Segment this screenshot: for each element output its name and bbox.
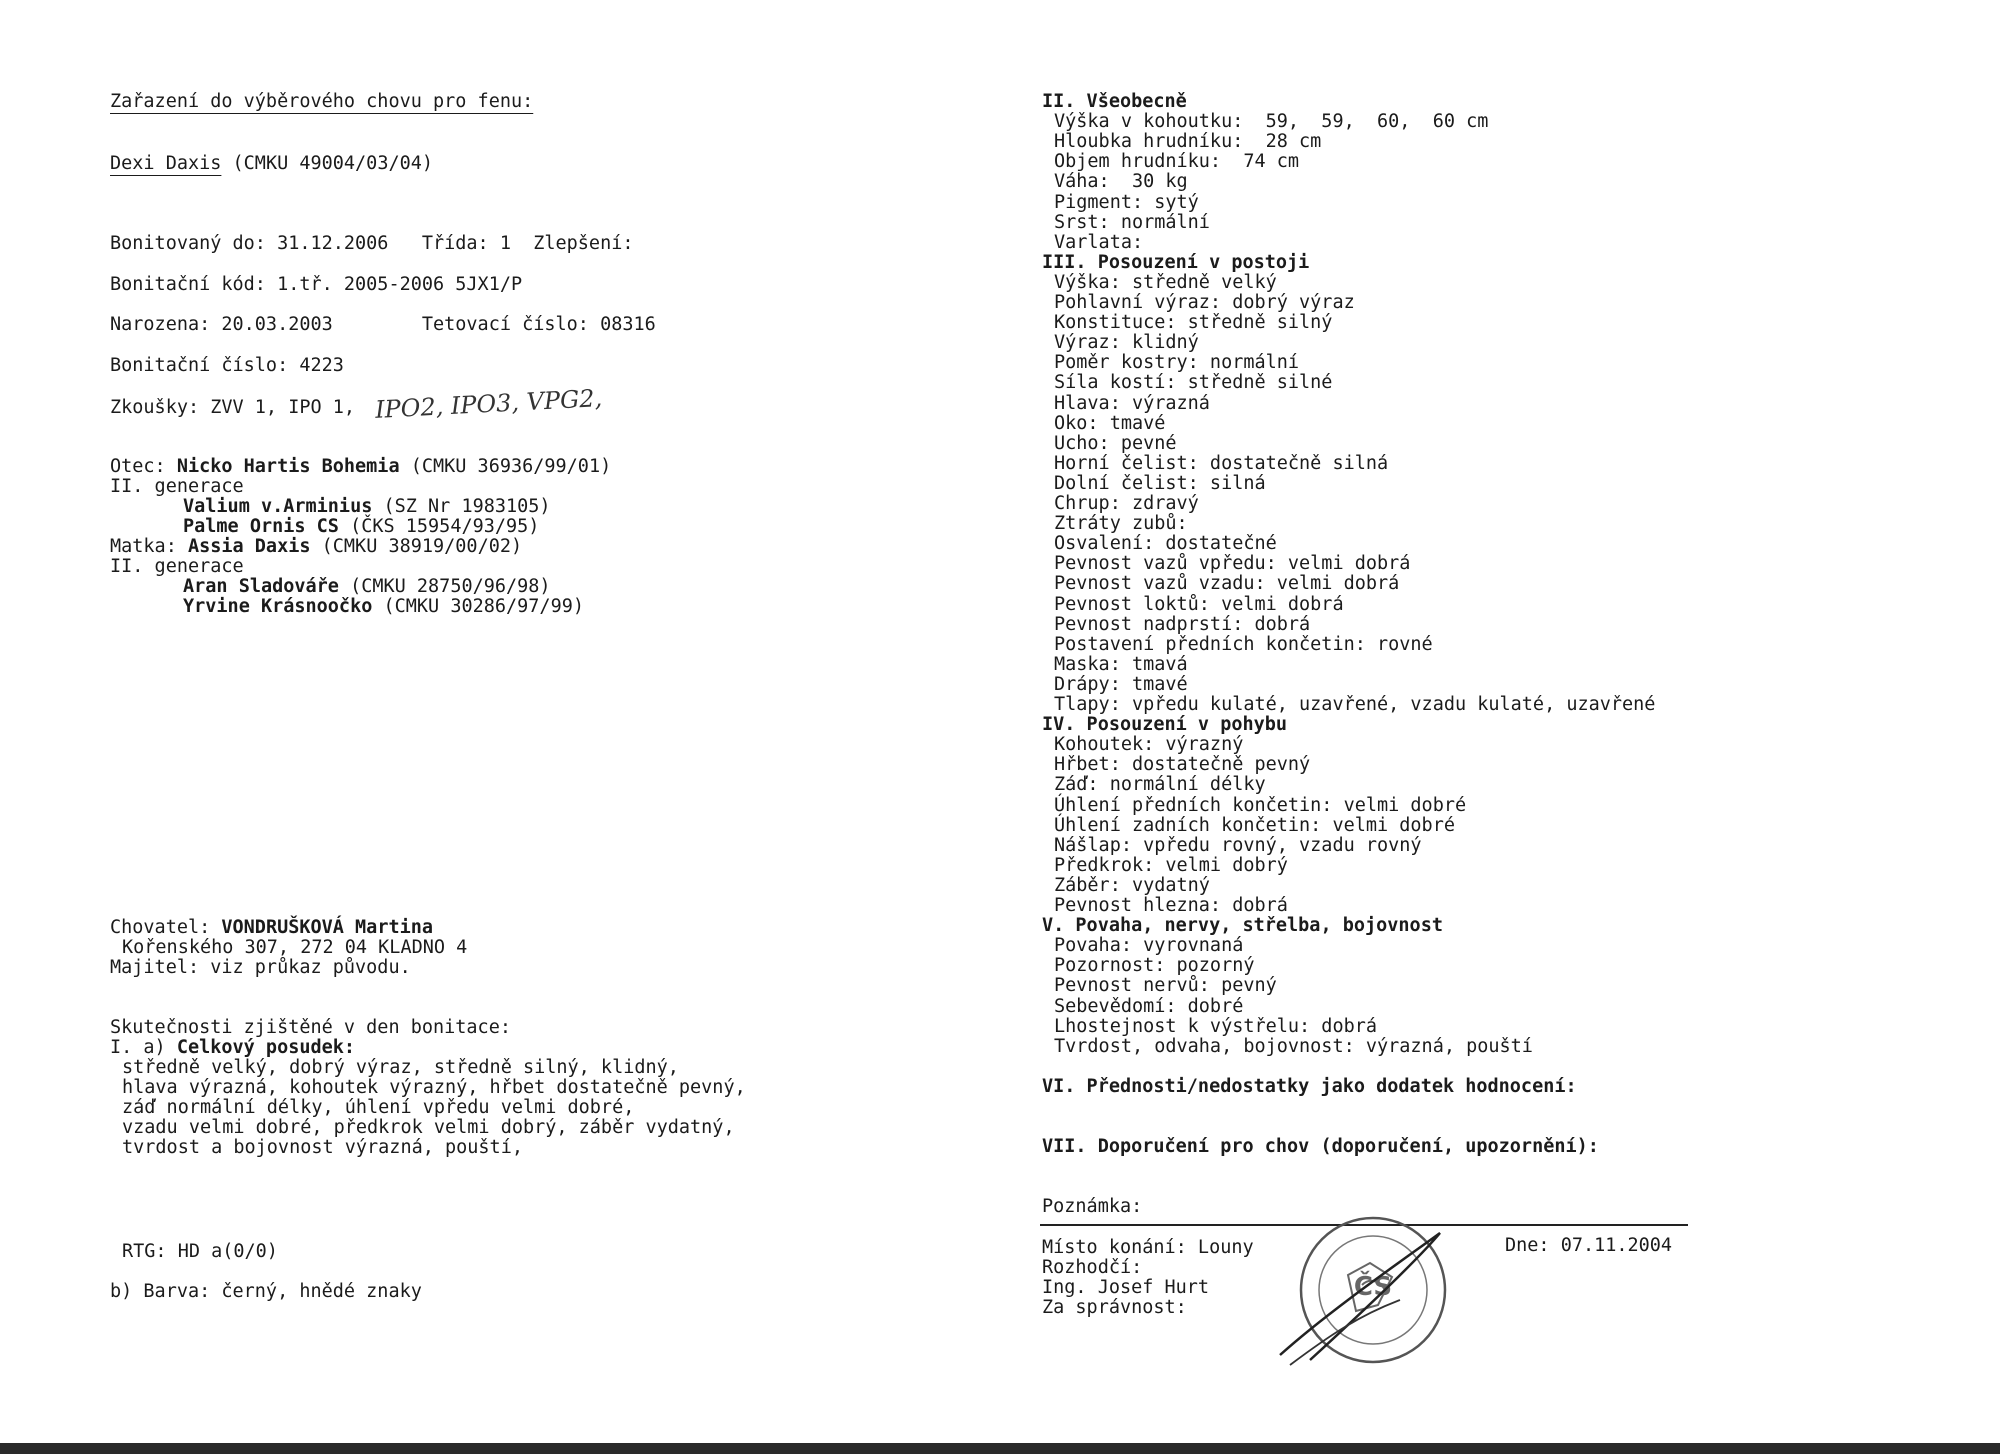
- section-heading: V. Povaha, nervy, střelba, bojovnost: [1042, 915, 1443, 936]
- granddam-1: Palme Ornis CS (ČKS 15954/93/95): [183, 516, 540, 537]
- posudek-line-5: tvrdost a bojovnost výrazná, pouští,: [122, 1137, 523, 1158]
- celkovy-posudek-heading: I. a) Celkový posudek:: [110, 1037, 356, 1058]
- evaluation-line: Úhlení předních končetin: velmi dobré: [1054, 795, 1467, 816]
- chovatel-address: Kořenského 307, 272 04 KLADNO 4: [122, 937, 468, 958]
- evaluation-line: Postavení předních končetin: rovné: [1054, 634, 1433, 655]
- evaluation-line: Pevnost hlezna: dobrá: [1054, 895, 1288, 916]
- posudek-line-4: vzadu velmi dobré, předkrok velmi dobrý, záběr vydatný,: [122, 1117, 735, 1138]
- evaluation-line: Váha: 30 kg: [1054, 171, 1188, 192]
- otec-name: Nicko Hartis Bohemia: [176, 456, 400, 477]
- evaluation-line: Drápy: tmavé: [1054, 674, 1188, 695]
- evaluation-line: Sebevědomí: dobré: [1054, 996, 1244, 1017]
- bonitacni-kod-line: Bonitační kód: 1.tř. 2005-2006 5JX1/P: [110, 274, 523, 295]
- evaluation-line: Hřbet: dostatečně pevný: [1054, 754, 1311, 775]
- rozhodci-label: Rozhodčí:: [1042, 1257, 1143, 1278]
- grandsire-2: Aran Sladováře (CMKU 28750/96/98): [183, 576, 551, 597]
- chovatel-name: VONDRUŠKOVÁ Martina: [221, 917, 434, 938]
- generace-1: II. generace: [110, 476, 244, 497]
- barva-line: b) Barva: černý, hnědé znaky: [110, 1281, 422, 1302]
- evaluation-line: Varlata:: [1054, 232, 1144, 253]
- document-heading: Zařazení do výběrového chovu pro fenu:: [110, 91, 534, 112]
- posudek-line-3: záď normální délky, úhlení vpředu velmi dobré,: [122, 1097, 635, 1118]
- skutecnosti-heading: Skutečnosti zjištěné v den bonitace:: [110, 1017, 511, 1038]
- bonitovany-line: Bonitovaný do: 31.12.2006 Třída: 1 Zlepšení:: [110, 233, 634, 254]
- matka-name: Assia Daxis: [187, 536, 311, 557]
- zkousky-handwritten: IPO2, IPO3, VPG2,: [374, 384, 603, 424]
- evaluation-line: Kohoutek: výrazný: [1054, 734, 1244, 755]
- evaluation-line: Výška v kohoutku: 59, 59, 60, 60 cm: [1054, 111, 1489, 132]
- misto-konani: Místo konání: Louny: [1042, 1237, 1254, 1258]
- evaluation-line: Záď: normální délky: [1054, 774, 1266, 795]
- matka-line: Matka: Assia Daxis (CMKU 38919/00/02): [110, 536, 523, 557]
- granddam-2: Yrvine Krásnoočko (CMKU 30286/97/99): [183, 596, 584, 617]
- evaluation-line: Úhlení zadních končetin: velmi dobré: [1054, 815, 1455, 836]
- dog-registration: (CMKU 49004/03/04): [232, 153, 434, 174]
- evaluation-line: Hlava: výrazná: [1054, 393, 1210, 414]
- evaluation-line: Srst: normální: [1054, 212, 1210, 233]
- section-heading: IV. Posouzení v pohybu: [1042, 714, 1288, 735]
- evaluation-line: Výraz: klidný: [1054, 332, 1199, 353]
- svg-text:ČS: ČS: [1353, 1272, 1393, 1302]
- posudek-line-2: hlava výrazná, kohoutek výrazný, hřbet dostatečně pevný,: [122, 1077, 746, 1098]
- poznamka-label: Poznámka:: [1042, 1196, 1143, 1217]
- evaluation-line: Výška: středně velký: [1054, 272, 1277, 293]
- evaluation-line: Síla kostí: středně silné: [1054, 372, 1333, 393]
- evaluation-line: Pevnost nervů: pevný: [1054, 975, 1277, 996]
- section-heading: II. Všeobecně: [1042, 91, 1187, 112]
- prednosti-heading: VI. Přednosti/nedostatky jako dodatek hodnocení:: [1042, 1076, 1577, 1097]
- evaluation-line: Tvrdost, odvaha, bojovnost: výrazná, pouští: [1054, 1036, 1533, 1057]
- datum: Dne: 07.11.2004: [1505, 1235, 1673, 1256]
- section-heading: III. Posouzení v postoji: [1042, 252, 1310, 273]
- evaluation-line: Pevnost nadprstí: dobrá: [1054, 614, 1311, 635]
- evaluation-line: Poměr kostry: normální: [1054, 352, 1300, 373]
- rtg-line: RTG: HD a(0/0): [122, 1241, 278, 1262]
- evaluation-line: Lhostejnost k výstřelu: dobrá: [1054, 1016, 1378, 1037]
- evaluation-line: Ztráty zubů:: [1054, 513, 1188, 534]
- evaluation-line: Osvalení: dostatečné: [1054, 533, 1277, 554]
- za-spravnost: Za správnost:: [1042, 1297, 1187, 1318]
- posudek-line-1: středně velký, dobrý výraz, středně silný, klidný,: [122, 1057, 679, 1078]
- majitel-line: Majitel: viz průkaz původu.: [110, 957, 411, 978]
- evaluation-line: Pevnost loktů: velmi dobrá: [1054, 594, 1344, 615]
- evaluation-line: Objem hrudníku: 74 cm: [1054, 151, 1300, 172]
- evaluation-line: Pevnost vazů vpředu: velmi dobrá: [1054, 553, 1411, 574]
- doporuceni-heading: VII. Doporučení pro chov (doporučení, upozornění):: [1042, 1136, 1599, 1157]
- evaluation-line: Nášlap: vpředu rovný, vzadu rovný: [1054, 835, 1422, 856]
- evaluation-line: Konstituce: středně silný: [1054, 312, 1333, 333]
- dog-identity: [110, 154, 433, 174]
- evaluation-line: Pevnost vazů vzadu: velmi dobrá: [1054, 573, 1400, 594]
- zkousky-line: Zkoušky: ZVV 1, IPO 1,: [110, 397, 356, 418]
- evaluation-line: Hloubka hrudníku: 28 cm: [1054, 131, 1322, 152]
- evaluation-line: Pohlavní výraz: dobrý výraz: [1054, 292, 1355, 313]
- evaluation-line: Oko: tmavé: [1054, 413, 1166, 434]
- evaluation-line: Předkrok: velmi dobrý: [1054, 855, 1288, 876]
- dog-name: Dexi Daxis: [110, 153, 222, 174]
- evaluation-line: Chrup: zdravý: [1054, 493, 1199, 514]
- evaluation-line: Pozornost: pozorný: [1054, 955, 1255, 976]
- evaluation-line: Ucho: pevné: [1054, 433, 1177, 454]
- scan-edge: [0, 1443, 2000, 1454]
- grandsire-1: Valium v.Arminius (SZ Nr 1983105): [183, 496, 551, 517]
- chovatel-line: Chovatel: VONDRUŠKOVÁ Martina: [110, 917, 434, 938]
- evaluation-line: Tlapy: vpředu kulaté, uzavřené, vzadu kulaté, uzavřené: [1054, 694, 1656, 715]
- bonitacni-cislo-line: Bonitační číslo: 4223: [110, 355, 344, 376]
- evaluation-line: Horní čelist: dostatečně silná: [1054, 453, 1389, 474]
- generace-2: II. generace: [110, 556, 244, 577]
- otec-line: Otec: Nicko Hartis Bohemia (CMKU 36936/99/01): [110, 456, 612, 477]
- evaluation-line: Záběr: vydatný: [1054, 875, 1210, 896]
- evaluation-line: Maska: tmavá: [1054, 654, 1188, 675]
- rozhodci-name: Ing. Josef Hurt: [1042, 1277, 1210, 1298]
- evaluation-line: Povaha: vyrovnaná: [1054, 935, 1244, 956]
- official-stamp-icon: [1270, 1215, 1490, 1380]
- narozena-line: Narozena: 20.03.2003 Tetovací číslo: 08316: [110, 314, 656, 335]
- evaluation-line: Dolní čelist: silná: [1054, 473, 1266, 494]
- evaluation-line: Pigment: sytý: [1054, 192, 1199, 213]
